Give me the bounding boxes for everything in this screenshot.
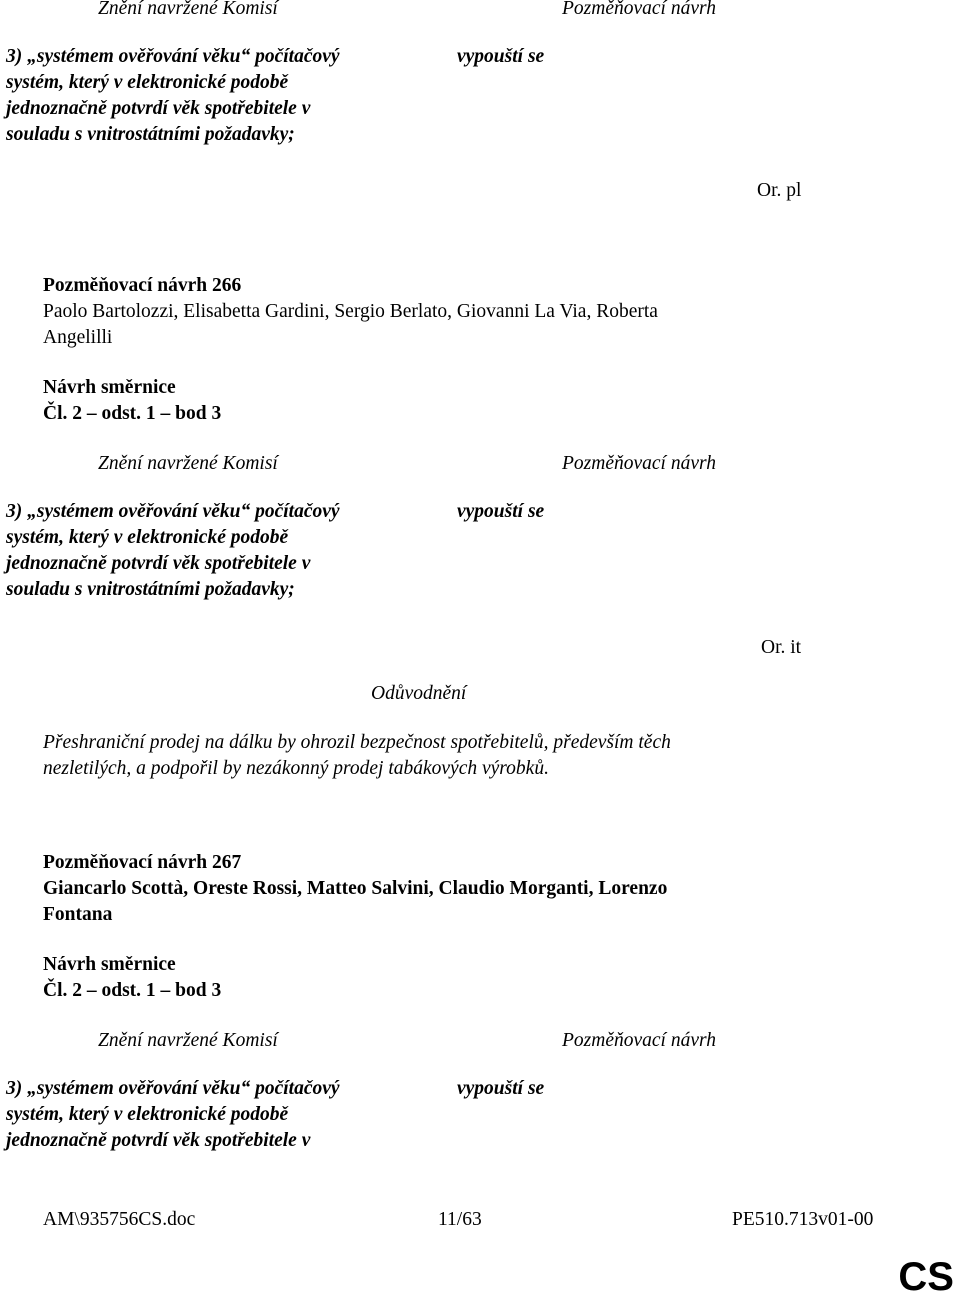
amendment-authors: Fontana	[43, 904, 113, 925]
language-code: CS	[898, 1255, 954, 1299]
col-header-commission: Znění navržené Komisí	[98, 1030, 278, 1051]
definition-line: 3) „systémem ověřování věku“ počítačový	[6, 46, 340, 67]
definition-line: 3) „systémem ověřování věku“ počítačový	[6, 501, 340, 522]
commission-text-block	[6, 44, 340, 148]
definition-line: 3) „systémem ověřování věku“ počítačový	[6, 1078, 340, 1099]
amendment-title: Pozměňovací návrh 267	[43, 852, 242, 873]
deleted-label: vypouští se	[457, 501, 545, 522]
definition-line: jednoznačně potvrdí věk spotřebitele v	[6, 1130, 311, 1151]
origin-language: Or. pl	[757, 180, 802, 201]
footer-page-number: 11/63	[438, 1209, 482, 1230]
amendment-authors: Angelilli	[43, 327, 113, 348]
proposal-label: Návrh směrnice	[43, 954, 176, 975]
definition-line: systém, který v elektronické podobě	[6, 1104, 289, 1125]
definition-line: souladu s vnitrostátními požadavky;	[6, 124, 295, 145]
amendment-authors: Paolo Bartolozzi, Elisabetta Gardini, Sergio Berlato, Giovanni La Via, Roberta	[43, 301, 658, 322]
col-header-amendment: Pozměňovací návrh	[562, 1030, 716, 1051]
proposal-label: Návrh směrnice	[43, 377, 176, 398]
commission-text-block	[6, 499, 340, 603]
amendment-title: Pozměňovací návrh 266	[43, 275, 242, 296]
definition-line: jednoznačně potvrdí věk spotřebitele v	[6, 98, 311, 119]
commission-text-block	[6, 1076, 340, 1154]
deleted-label: vypouští se	[457, 46, 545, 67]
origin-language: Or. it	[761, 637, 802, 658]
justification-text: Přeshraniční prodej na dálku by ohrozil bezpečnost spotřebitelů, především těch	[43, 732, 671, 753]
justification-heading: Odůvodnění	[371, 683, 467, 704]
col-header-commission: Znění navržené Komisí	[98, 453, 278, 474]
col-header-commission: Znění navržené Komisí	[98, 0, 278, 19]
article-reference: Čl. 2 – odst. 1 – bod 3	[43, 980, 222, 1001]
col-header-amendment: Pozměňovací návrh	[562, 453, 716, 474]
footer-doc-ref: AM\935756CS.doc	[43, 1209, 196, 1230]
footer-pe-ref: PE510.713v01-00	[732, 1209, 874, 1230]
col-header-amendment: Pozměňovací návrh	[562, 0, 716, 19]
justification-text: nezletilých, a podpořil by nezákonný prodej tabákových výrobků.	[43, 758, 549, 779]
definition-line: systém, který v elektronické podobě	[6, 527, 289, 548]
definition-line: systém, který v elektronické podobě	[6, 72, 289, 93]
amendment-authors: Giancarlo Scottà, Oreste Rossi, Matteo Salvini, Claudio Morganti, Lorenzo	[43, 878, 668, 899]
deleted-label: vypouští se	[457, 1078, 545, 1099]
definition-line: souladu s vnitrostátními požadavky;	[6, 579, 295, 600]
article-reference: Čl. 2 – odst. 1 – bod 3	[43, 403, 222, 424]
definition-line: jednoznačně potvrdí věk spotřebitele v	[6, 553, 311, 574]
